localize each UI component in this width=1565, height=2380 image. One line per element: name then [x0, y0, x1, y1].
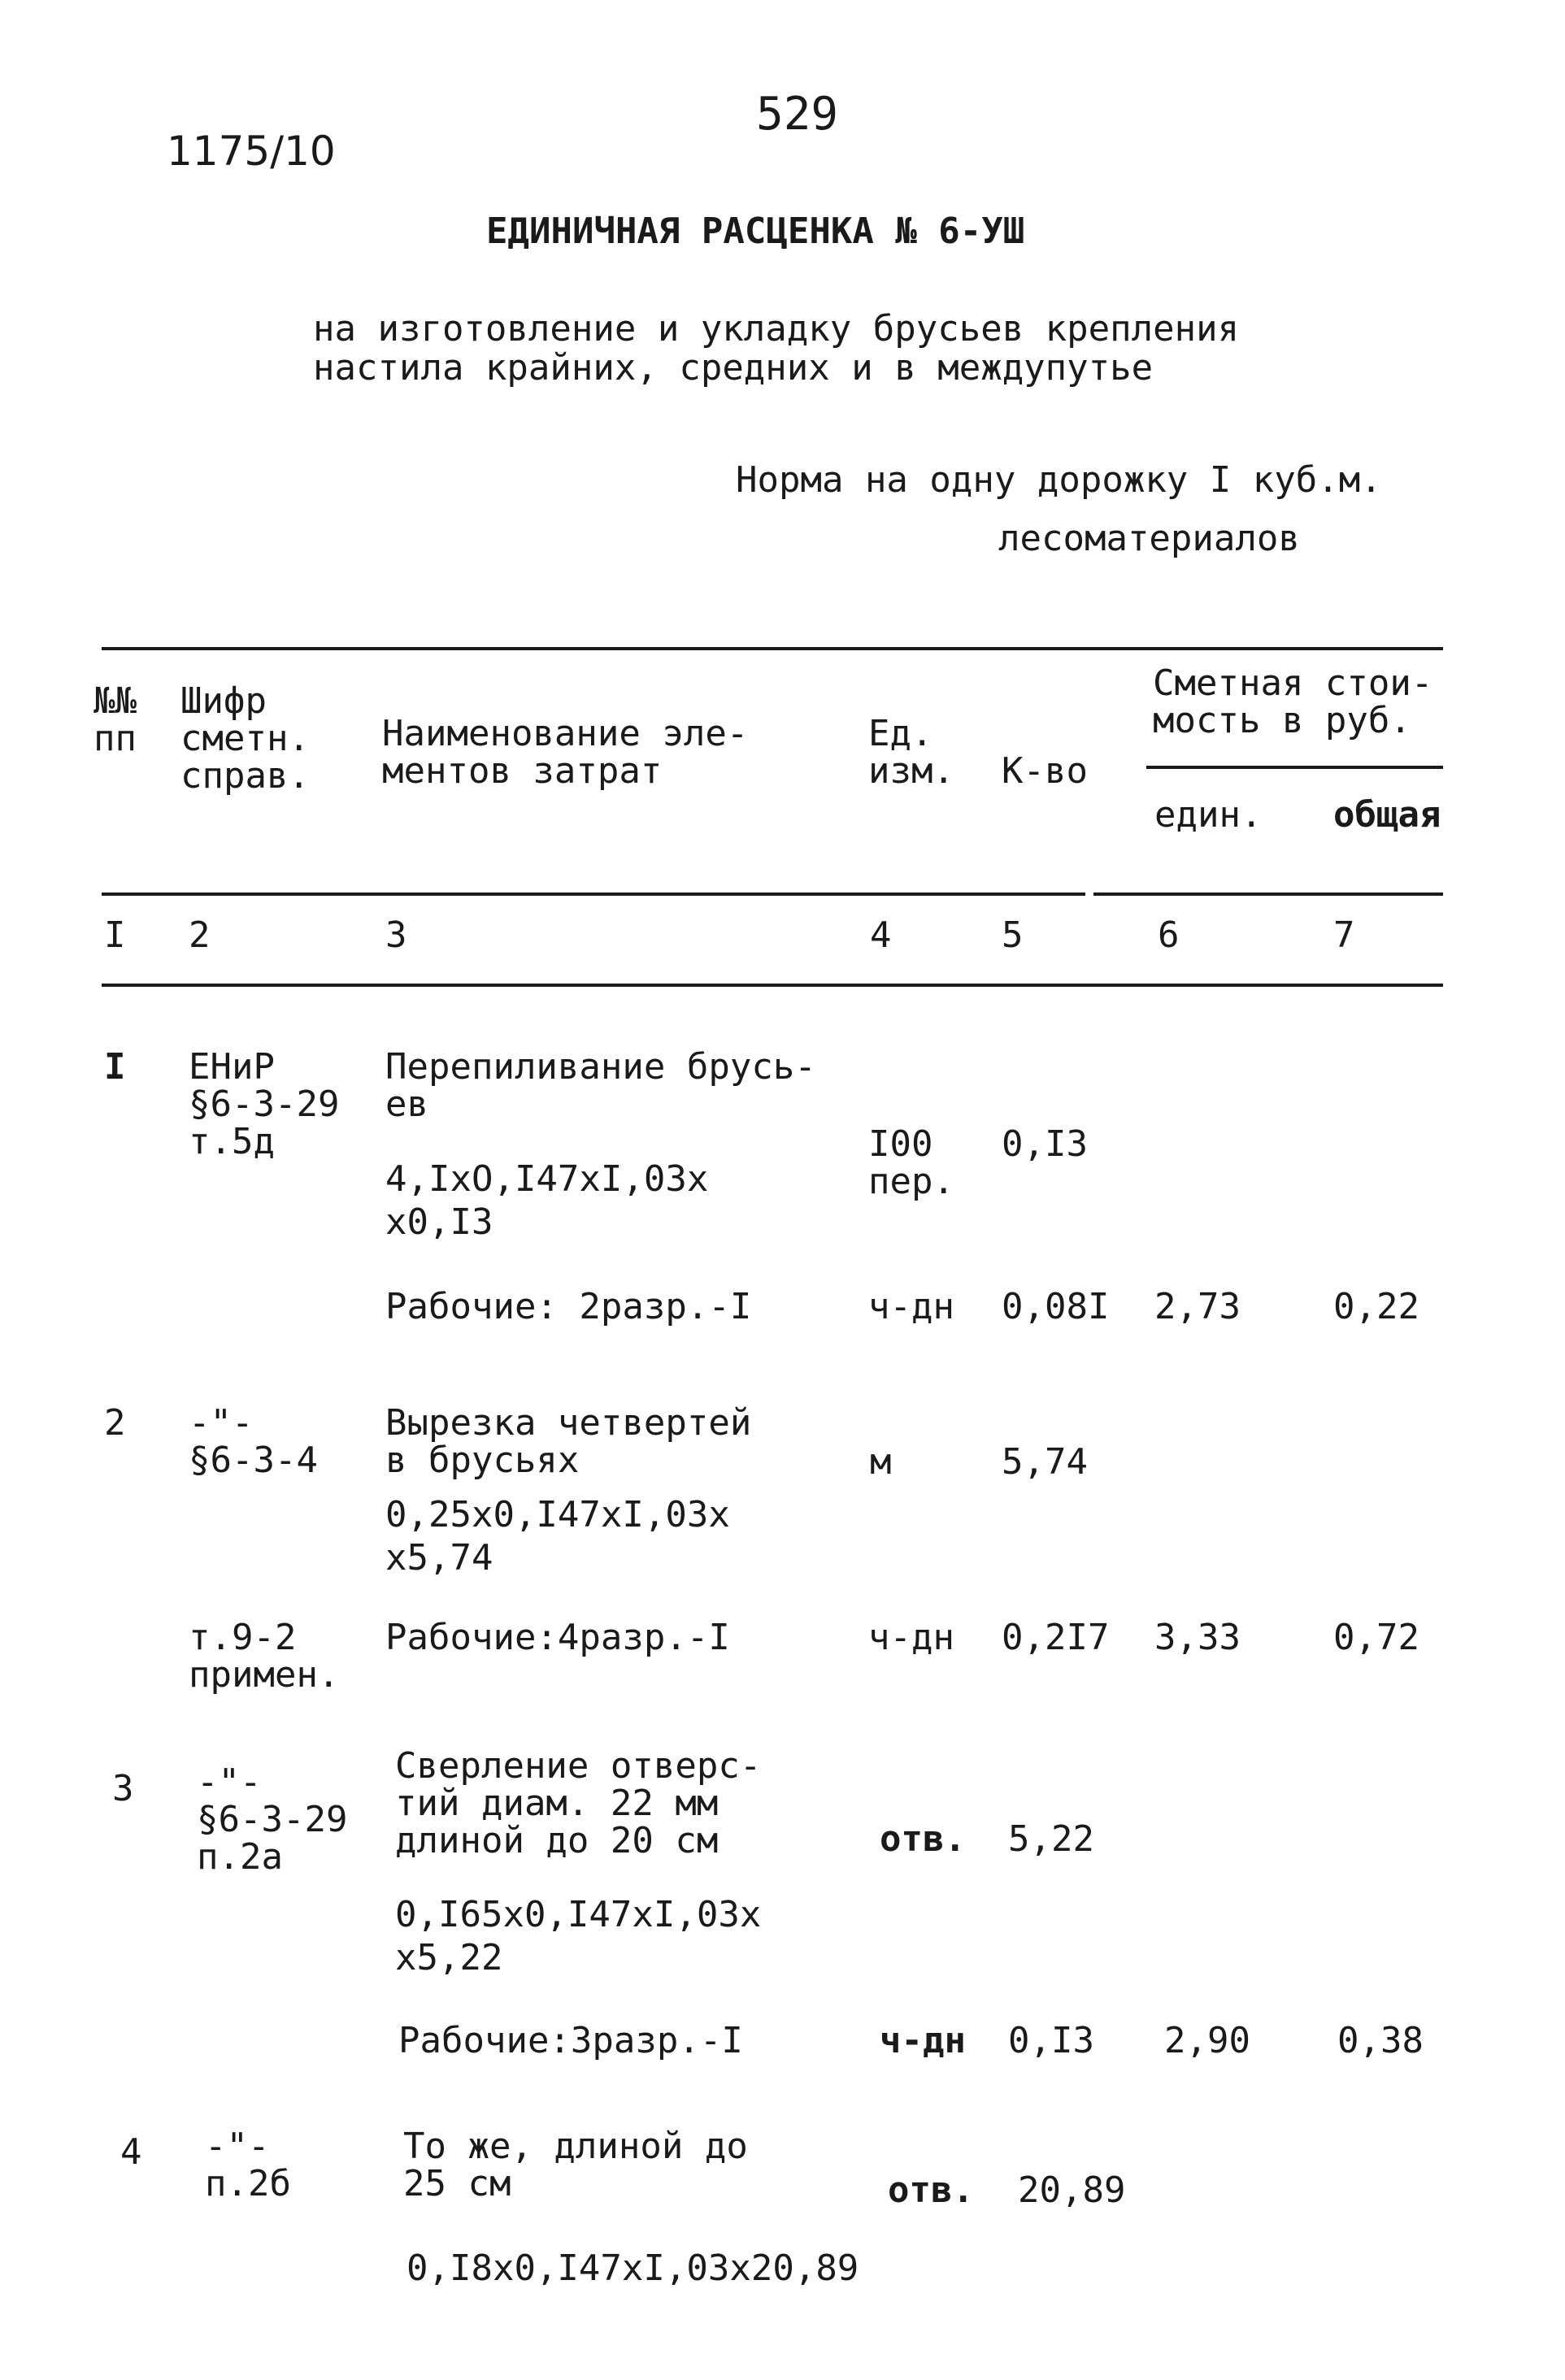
- header-number: №№ пп: [93, 680, 137, 760]
- header-unit: Ед. изм.: [868, 713, 954, 793]
- row-workers-quantity: 0,08I: [1002, 1286, 1110, 1327]
- row-unit: отв.: [888, 2169, 974, 2211]
- row-formula: 4,IxO,I47xI,03x x0,I3: [385, 1158, 709, 1243]
- row-workers: Рабочие: 2разр.-I: [385, 1286, 752, 1327]
- row-name: Сверление отверс- тий диам. 22 мм длиной до 20 см: [395, 1745, 762, 1862]
- column-number: 5: [1002, 914, 1024, 956]
- row-workers-quantity: 0,I3: [1008, 2020, 1094, 2061]
- column-number: 2: [189, 914, 211, 956]
- header-bottom-rule-right: [1093, 892, 1443, 896]
- row-quantity: 5,74: [1002, 1441, 1088, 1483]
- table-top-rule: [102, 647, 1443, 650]
- row-workers-unit-cost: 2,90: [1164, 2020, 1250, 2061]
- row-name: Перепиливание брусь- ев: [385, 1046, 816, 1126]
- column-number: 6: [1158, 914, 1180, 956]
- row-workers: Рабочие:3разр.-I: [398, 2020, 743, 2061]
- row-formula: 0,25x0,I47xI,03x x5,74: [385, 1494, 730, 1579]
- row-workers-unit: ч-дн: [880, 2020, 966, 2061]
- numbering-rule: [102, 984, 1443, 987]
- row-quantity: 5,22: [1008, 1818, 1094, 1860]
- column-number: 3: [385, 914, 407, 956]
- row-formula: 0,I8x0,I47xI,03x20,89: [406, 2248, 859, 2289]
- row-quantity: 0,I3: [1002, 1123, 1088, 1165]
- norm-line-2: лесоматериалов: [998, 518, 1300, 559]
- row-code: -"- §6-3-4: [189, 1402, 318, 1482]
- row-unit: I00 пер.: [868, 1123, 954, 1203]
- column-number: 7: [1333, 914, 1355, 956]
- row-name: То же, длиной до 25 см: [403, 2126, 748, 2205]
- row-number: 4: [120, 2131, 142, 2173]
- row-workers-total: 0,22: [1333, 1286, 1419, 1327]
- row-workers-unit: ч-дн: [868, 1286, 954, 1327]
- header-unit-cost: един.: [1154, 794, 1263, 836]
- row-workers: Рабочие:4разр.-I: [385, 1617, 730, 1658]
- row-workers-unit-cost: 2,73: [1154, 1286, 1241, 1327]
- handwritten-note: 1175/10: [167, 128, 336, 175]
- row-code-secondary: т.9-2 примен.: [189, 1617, 340, 1696]
- row-workers-unit: ч-дн: [868, 1617, 954, 1658]
- header-bottom-rule-left: [102, 892, 1085, 896]
- header-cost-rule: [1146, 766, 1443, 769]
- row-unit: отв.: [880, 1818, 966, 1860]
- row-number: I: [104, 1046, 126, 1088]
- page-number: 529: [756, 88, 839, 141]
- header-name: Наименование эле- ментов затрат: [382, 713, 749, 793]
- header-code: Шифр сметн. справ.: [180, 680, 310, 797]
- header-cost: Сметная стои- мость в руб.: [1153, 662, 1433, 742]
- document-title: ЕДИНИЧНАЯ РАСЦЕНКА № 6-УШ: [486, 211, 1025, 252]
- row-code: -"- п.2б: [205, 2126, 291, 2205]
- row-workers-total: 0,38: [1337, 2020, 1424, 2061]
- header-total-cost: общая: [1333, 794, 1441, 836]
- subtitle-line-1: на изготовление и укладку брусьев крепления: [313, 308, 1240, 350]
- subtitle-line-2: настила крайних, средних и в междупутье: [313, 347, 1154, 389]
- row-number: 2: [104, 1402, 126, 1444]
- header-quantity: К-во: [1002, 750, 1088, 792]
- row-workers-unit-cost: 3,33: [1154, 1617, 1241, 1658]
- norm-line-1: Норма на одну дорожку I куб.м.: [736, 459, 1382, 501]
- row-formula: 0,I65x0,I47xI,03x x5,22: [395, 1894, 762, 1978]
- row-code: -"- §6-3-29 п.2а: [197, 1761, 348, 1878]
- column-number: 4: [870, 914, 892, 956]
- row-number: 3: [112, 1768, 134, 1809]
- row-unit: м: [870, 1441, 892, 1483]
- row-code: ЕНиР §6-3-29 т.5д: [189, 1046, 340, 1163]
- column-number: I: [104, 914, 126, 956]
- row-quantity: 20,89: [1018, 2169, 1126, 2211]
- row-workers-quantity: 0,2I7: [1002, 1617, 1110, 1658]
- row-name: Вырезка четвертей в брусьях: [385, 1402, 752, 1482]
- row-workers-total: 0,72: [1333, 1617, 1419, 1658]
